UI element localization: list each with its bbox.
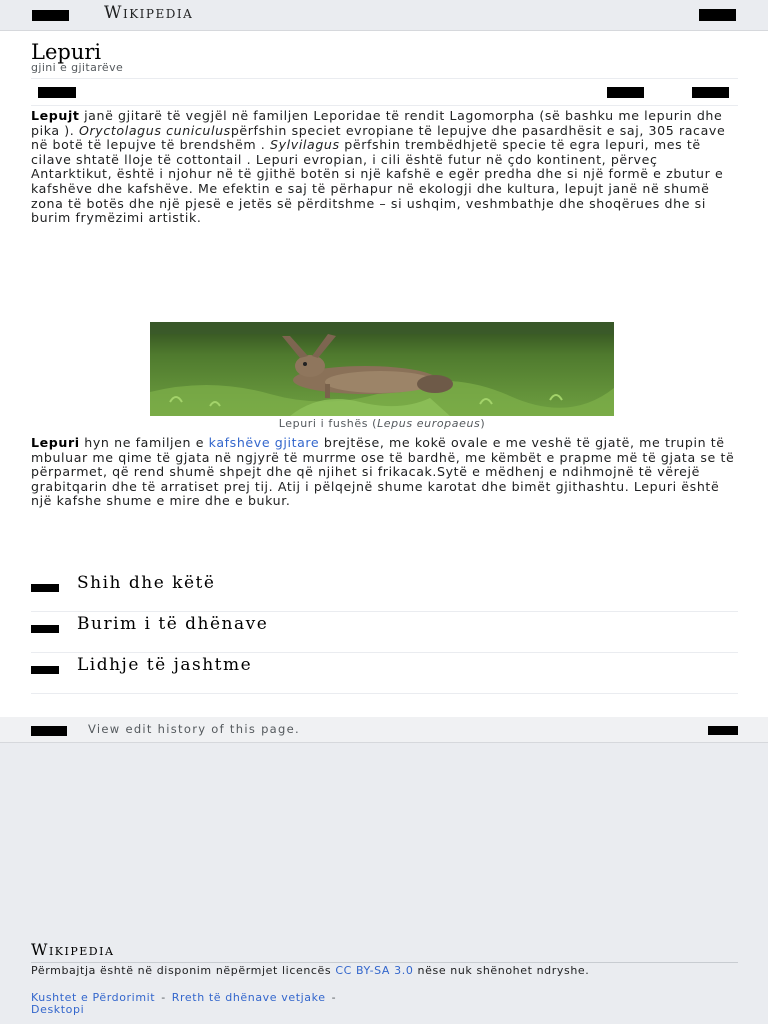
wikipedia-wordmark[interactable]: Wikipedia — [104, 3, 194, 23]
top-bar — [0, 0, 768, 31]
intro-italic-2: Sylvilagus — [270, 137, 340, 153]
hare-image[interactable] — [150, 322, 614, 416]
body-bold-term: Lepuri — [31, 435, 80, 450]
kafsheve-gjitare-link[interactable]: kafshëve gjitare — [208, 435, 320, 450]
search-icon[interactable] — [699, 9, 736, 21]
footer-wordmark: Wikipedia — [31, 940, 115, 959]
divider — [31, 105, 738, 106]
license-suffix: nëse nuk shënohet ndryshe. — [413, 964, 590, 977]
intro-text-1: janë gjitarë të vegjël në familjen Leporidae të rendit Lagomorpha (së bashku me lepurin dhe pika ). — [31, 108, 723, 138]
intro-text-3: përfshin trembëdhjetë specie të egra lepuri, mes të cilave shtatë lloje të cottontail . Lepuri evropian, i cili është futur në çdo kontinent, përveç Antarktikut, është i njohur në të gjithë botën si një kafshë e egër predha dhe si një formë e zbutur e kafshëve dhe kafshëve. Me efektin e saj të përhapur në ekologji dhe kultura, lepujt janë në shumë zona të botës dhe një pjesë e jetës së përditshme – si ushqim, veshmbathje dhe shoqërues dhe si burim frymëzimi artistik. — [31, 137, 724, 226]
link-separator: - — [161, 991, 166, 1004]
chevron-down-icon[interactable] — [31, 584, 59, 592]
intro-paragraph — [31, 109, 743, 226]
watch-star-icon[interactable] — [607, 87, 644, 98]
page-subtitle: gjini e gjitarëve — [31, 61, 124, 74]
section-external-links[interactable] — [31, 653, 738, 694]
section-heading[interactable]: Lidhje të jashtme — [77, 655, 253, 675]
body-paragraph — [31, 436, 743, 509]
intro-text-2: përfshin speciet evropiane të lepujve dhe pasardhësit e saj, 305 racave në botë të lepujve të brendshëm . — [31, 122, 726, 153]
caption-text: Lepuri i fushës ( — [278, 417, 378, 430]
license-link[interactable]: CC BY-SA 3.0 — [335, 964, 414, 977]
terms-of-use-link[interactable]: Kushtet e Përdorimit — [31, 991, 156, 1004]
intro-bold-term: Lepujt — [31, 108, 80, 123]
section-heading[interactable]: Burim i të dhënave — [77, 614, 269, 634]
arrow-right-icon[interactable] — [708, 726, 738, 735]
link-separator: - — [331, 991, 337, 1004]
body-text-2: brejtëse, me kokë ovale e me veshë të gjatë, me trupin të mbuluar me qime të gjata në ngjyrë të murrme ose të bardhë, me këmbët e prapme më të gjata se të përparmet, që rend shumë shpejt dhe që njihet si frikacak.Sytë e mëdhenj e ndihmojnë të vërejë grabitqarin dhe të arratiset prej tij. Atij i pëlqejnë shume karotat dhe bimët gjithashtu. Lepuri është një kafshe shume e mire dhe e bukur. — [31, 435, 735, 509]
image-caption — [150, 417, 614, 430]
divider — [31, 78, 738, 79]
edit-pencil-icon[interactable] — [692, 87, 729, 98]
license-text — [31, 965, 731, 977]
article-content — [0, 31, 768, 717]
page-title: Lepuri — [31, 40, 102, 64]
section-sources[interactable] — [31, 612, 738, 653]
privacy-link[interactable]: Rreth të dhënave vetjake — [171, 991, 326, 1004]
footer-divider — [31, 962, 738, 963]
section-heading[interactable]: Shih dhe këtë — [77, 573, 216, 593]
section-see-also[interactable] — [31, 571, 738, 612]
caption-italic: Lepus europaeus — [377, 417, 481, 430]
body-text-1: hyn ne familjen e — [79, 435, 209, 450]
desktop-link[interactable]: Desktopi — [31, 1003, 85, 1016]
chevron-down-icon[interactable] — [31, 625, 59, 633]
last-modified-bar[interactable] — [0, 717, 768, 743]
clock-icon — [31, 726, 67, 736]
intro-italic-1: Oryctolagus cuniculus — [79, 122, 231, 138]
menu-icon[interactable] — [32, 10, 69, 21]
caption-end: ) — [480, 417, 486, 430]
footer-links — [31, 992, 731, 1016]
license-prefix: Përmbajtja është në disponim nëpërmjet licencës — [31, 964, 336, 977]
chevron-down-icon[interactable] — [31, 666, 59, 674]
language-icon[interactable] — [38, 87, 76, 98]
view-edit-history-link[interactable]: View edit history of this page. — [88, 722, 300, 736]
